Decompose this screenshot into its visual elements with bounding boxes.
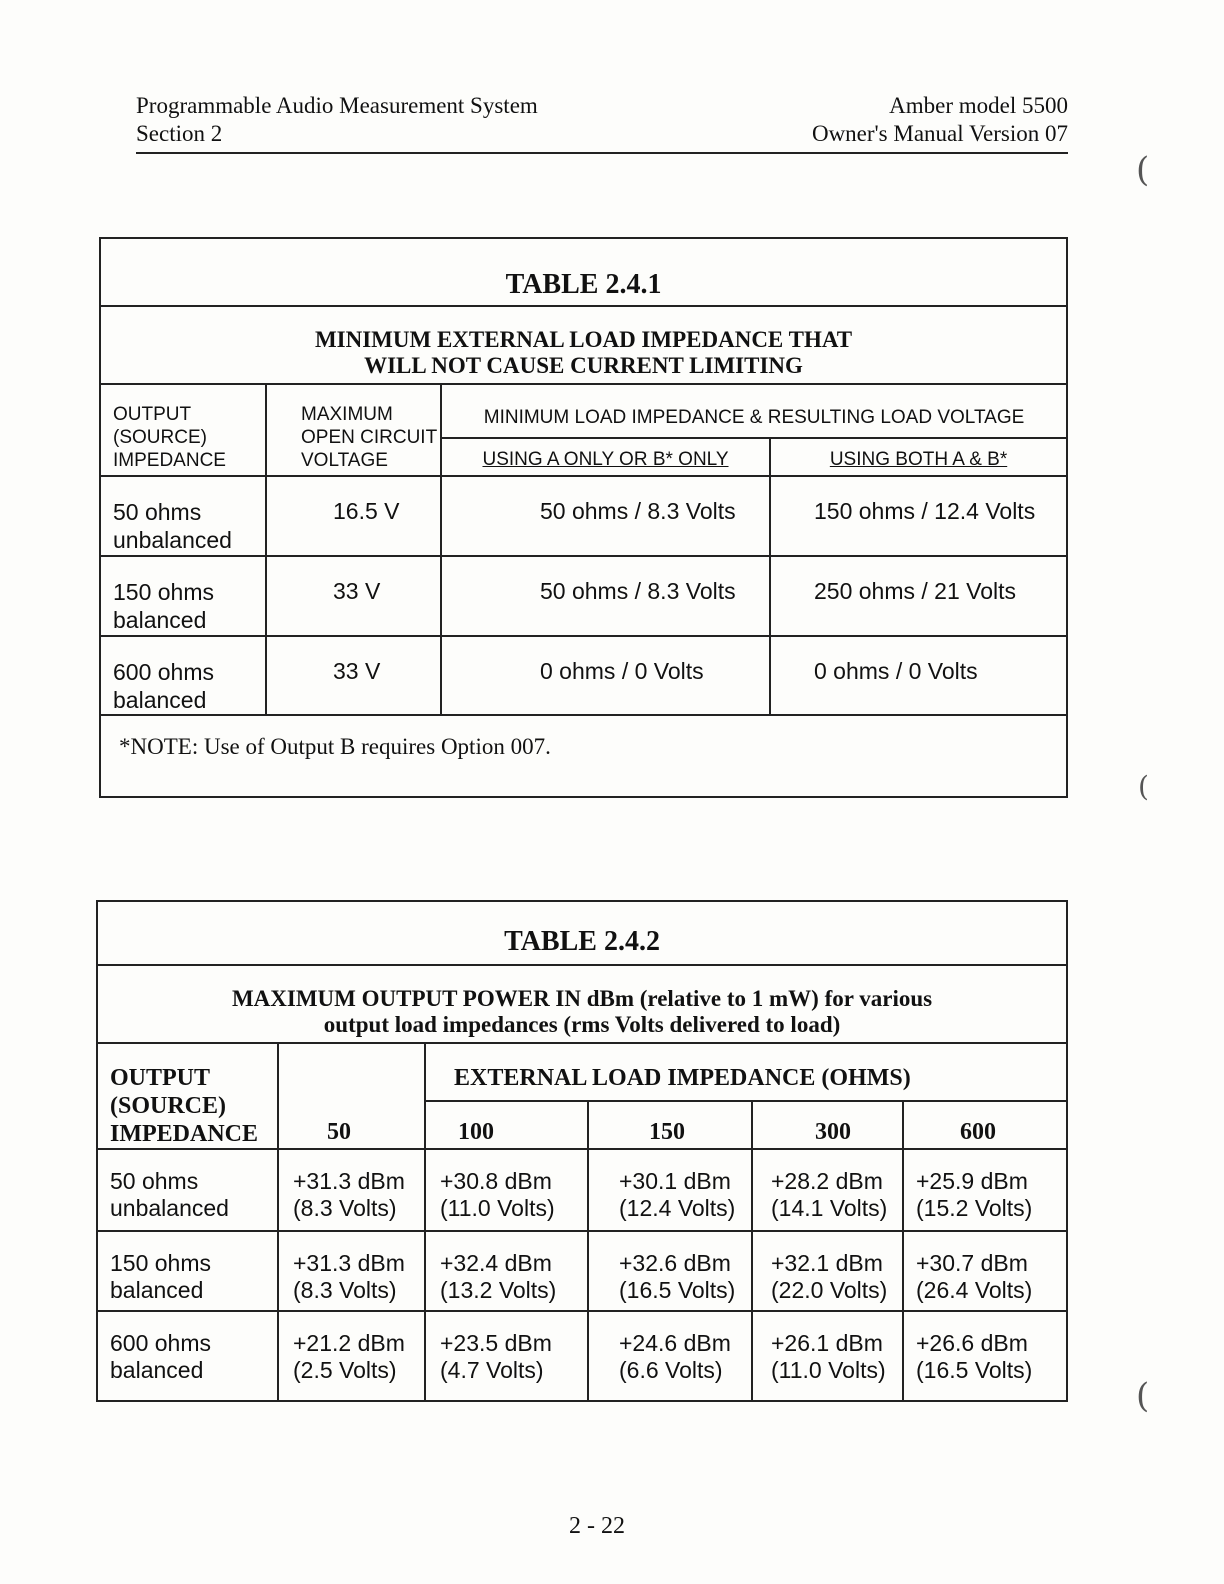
doc-title: Programmable Audio Measurement System	[136, 93, 538, 118]
load-both: 0 ohms / 0 Volts	[770, 636, 1067, 715]
cell-line: 50 ohms	[113, 499, 202, 525]
table-row	[100, 556, 1067, 636]
open-circuit-voltage: 16.5 V	[266, 476, 441, 556]
source-impedance	[97, 1149, 278, 1231]
dbm-value: +31.3 dBm	[293, 1168, 405, 1194]
table-row	[100, 636, 1067, 715]
cell-line: 150 ohms	[113, 579, 215, 605]
power-cell	[278, 1311, 425, 1401]
col-header-load-100: 100	[425, 1101, 588, 1149]
col-header-a-only: USING A ONLY OR B* ONLY	[441, 438, 770, 476]
volts-value: (8.3 Volts)	[293, 1195, 397, 1221]
source-impedance	[97, 1311, 278, 1401]
cell-line: 150 ohms	[110, 1250, 212, 1276]
header-right	[812, 92, 1068, 148]
volts-value: (6.6 Volts)	[619, 1357, 723, 1383]
dbm-value: +24.6 dBm	[619, 1330, 731, 1356]
col-header-voltage	[266, 384, 441, 476]
binder-hole-mark: (	[1136, 1376, 1150, 1416]
power-cell	[752, 1311, 903, 1401]
col-header-load-50: 50	[278, 1043, 425, 1149]
power-cell	[752, 1149, 903, 1231]
col-header-group: EXTERNAL LOAD IMPEDANCE (OHMS)	[425, 1043, 1067, 1101]
volts-value: (15.2 Volts)	[916, 1195, 1033, 1221]
header-line: IMPEDANCE	[113, 450, 226, 471]
subtitle-line: WILL NOT CAUSE CURRENT LIMITING	[364, 353, 803, 378]
header-line: (SOURCE)	[113, 427, 207, 448]
col-header-load-600: 600	[903, 1101, 1067, 1149]
power-cell	[278, 1149, 425, 1231]
load-both: 250 ohms / 21 Volts	[770, 556, 1067, 636]
header-line: OUTPUT	[110, 1065, 211, 1091]
source-impedance	[100, 636, 266, 715]
col-header-both: USING BOTH A & B*	[770, 438, 1067, 476]
power-cell	[425, 1311, 588, 1401]
cell-line: balanced	[110, 1277, 204, 1303]
power-cell	[425, 1231, 588, 1311]
header-line: (SOURCE)	[110, 1093, 227, 1119]
page-number: 2 - 22	[569, 1513, 625, 1539]
dbm-value: +32.1 dBm	[771, 1250, 883, 1276]
volts-value: (2.5 Volts)	[293, 1357, 397, 1383]
subtitle-line: output load impedances (rms Volts delivered to load)	[323, 1012, 841, 1037]
dbm-value: +26.6 dBm	[916, 1330, 1028, 1356]
dbm-value: +21.2 dBm	[293, 1330, 405, 1356]
source-impedance	[100, 476, 266, 556]
manual-version: Owner's Manual Version 07	[811, 121, 1068, 146]
dbm-value: +32.6 dBm	[619, 1250, 731, 1276]
volts-value: (13.2 Volts)	[440, 1277, 557, 1303]
table-2-4-2	[96, 900, 1068, 1402]
power-cell	[903, 1231, 1067, 1311]
dbm-value: +30.1 dBm	[619, 1168, 731, 1194]
volts-value: (16.5 Volts)	[916, 1357, 1033, 1383]
table-subtitle	[97, 965, 1067, 1043]
volts-value: (11.0 Volts)	[771, 1357, 886, 1383]
power-cell	[903, 1149, 1067, 1231]
subtitle-line: MAXIMUM OUTPUT POWER IN dBm (relative to 1 mW) for various	[231, 986, 933, 1011]
subtitle-line: MINIMUM EXTERNAL LOAD IMPEDANCE THAT	[314, 327, 853, 352]
binder-hole-mark: (	[1138, 770, 1149, 803]
dbm-value: +26.1 dBm	[771, 1330, 883, 1356]
header-left	[136, 92, 538, 148]
volts-value: (11.0 Volts)	[440, 1195, 555, 1221]
col-header-source	[100, 384, 266, 476]
header-line: OUTPUT	[113, 404, 192, 425]
dbm-value: +30.7 dBm	[916, 1250, 1028, 1276]
cell-line: balanced	[110, 1357, 204, 1383]
load-both: 150 ohms / 12.4 Volts	[770, 476, 1067, 556]
volts-value: (4.7 Volts)	[440, 1357, 544, 1383]
volts-value: (22.0 Volts)	[771, 1277, 888, 1303]
table-title: TABLE 2.4.2	[97, 901, 1067, 965]
col-header-load-150: 150	[588, 1101, 752, 1149]
load-a-only: 50 ohms / 8.3 Volts	[441, 476, 770, 556]
page-header	[136, 92, 1068, 154]
table-row	[97, 1311, 1067, 1401]
dbm-value: +28.2 dBm	[771, 1168, 883, 1194]
cell-line: unbalanced	[110, 1195, 229, 1221]
volts-value: (12.4 Volts)	[619, 1195, 736, 1221]
cell-line: 50 ohms	[110, 1168, 199, 1194]
table-note: *NOTE: Use of Output B requires Option 007.	[100, 715, 1067, 797]
cell-line: 600 ohms	[110, 1330, 212, 1356]
table-title: TABLE 2.4.1	[100, 238, 1067, 306]
table-subtitle	[100, 306, 1067, 384]
cell-line: balanced	[113, 687, 207, 713]
col-header-source	[97, 1043, 278, 1149]
table-row	[100, 476, 1067, 556]
col-header-group: MINIMUM LOAD IMPEDANCE & RESULTING LOAD VOLTAGE	[441, 384, 1067, 438]
source-impedance	[97, 1231, 278, 1311]
header-line: MAXIMUM	[301, 404, 393, 425]
header-line: IMPEDANCE	[110, 1121, 258, 1147]
volts-value: (16.5 Volts)	[619, 1277, 736, 1303]
power-cell	[903, 1311, 1067, 1401]
col-header-load-300: 300	[752, 1101, 903, 1149]
table-2-4-1	[99, 237, 1068, 798]
power-cell	[588, 1231, 752, 1311]
section-label: Section 2	[136, 121, 223, 146]
open-circuit-voltage: 33 V	[266, 556, 441, 636]
power-cell	[425, 1149, 588, 1231]
header-line: VOLTAGE	[301, 450, 388, 471]
load-a-only: 0 ohms / 0 Volts	[441, 636, 770, 715]
header-line: OPEN CIRCUIT	[301, 427, 438, 448]
table-row	[97, 1149, 1067, 1231]
cell-line: unbalanced	[113, 527, 232, 553]
table-row	[97, 1231, 1067, 1311]
dbm-value: +23.5 dBm	[440, 1330, 552, 1356]
power-cell	[752, 1231, 903, 1311]
volts-value: (14.1 Volts)	[771, 1195, 888, 1221]
load-a-only: 50 ohms / 8.3 Volts	[441, 556, 770, 636]
open-circuit-voltage: 33 V	[266, 636, 441, 715]
dbm-value: +31.3 dBm	[293, 1250, 405, 1276]
volts-value: (8.3 Volts)	[293, 1277, 397, 1303]
cell-line: balanced	[113, 607, 207, 633]
volts-value: (26.4 Volts)	[916, 1277, 1033, 1303]
binder-hole-mark: (	[1136, 150, 1150, 190]
power-cell	[588, 1311, 752, 1401]
source-impedance	[100, 556, 266, 636]
power-cell	[588, 1149, 752, 1231]
dbm-value: +32.4 dBm	[440, 1250, 552, 1276]
cell-line: 600 ohms	[113, 659, 215, 685]
power-cell	[278, 1231, 425, 1311]
dbm-value: +30.8 dBm	[440, 1168, 552, 1194]
model-label: Amber model 5500	[889, 93, 1068, 118]
dbm-value: +25.9 dBm	[916, 1168, 1028, 1194]
